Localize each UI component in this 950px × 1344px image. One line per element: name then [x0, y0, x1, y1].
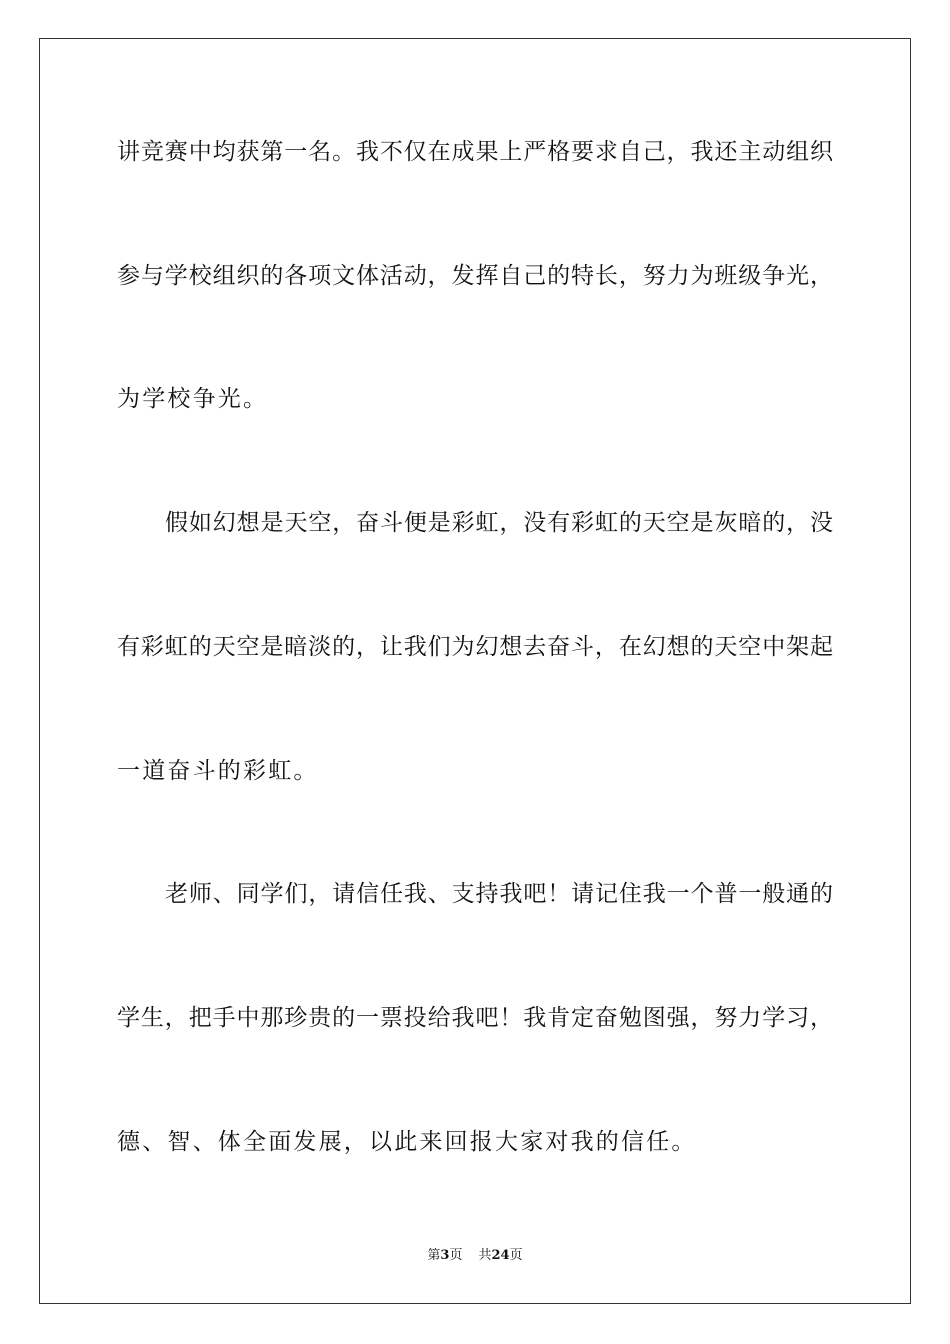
page-number: 3 [440, 1248, 450, 1263]
text-line-1: 讲竞赛中均获第一名。我不仅在成果上严格要求自己，我还主动组织 [117, 139, 833, 165]
text-line-8: 学生，把手中那珍贵的一票投给我吧！我肯定奋勉图强，努力学习， [117, 1005, 833, 1031]
page-footer [0, 1248, 950, 1264]
text-line-3: 为学校争光。 [117, 386, 269, 412]
total-prefix: 共 [478, 1248, 492, 1263]
text-line-6: 一道奋斗的彩虹。 [117, 758, 319, 784]
text-line-4: 假如幻想是天空，奋斗便是彩虹，没有彩虹的天空是灰暗的，没 [165, 510, 833, 536]
total-pages: 24 [491, 1248, 510, 1263]
total-suffix: 页 [509, 1248, 523, 1263]
text-line-7: 老师、同学们，请信任我、支持我吧！请记住我一个普一般通的 [165, 881, 833, 907]
page-prefix: 第 [427, 1248, 441, 1263]
page-frame [39, 38, 911, 1304]
text-line-5: 有彩虹的天空是暗淡的，让我们为幻想去奋斗，在幻想的天空中架起 [117, 634, 833, 660]
text-line-9: 德、智、体全面发展，以此来回报大家对我的信任。 [117, 1129, 697, 1155]
text-line-2: 参与学校组织的各项文体活动，发挥自己的特长，努力为班级争光， [117, 263, 833, 289]
page-suffix: 页 [449, 1248, 463, 1263]
